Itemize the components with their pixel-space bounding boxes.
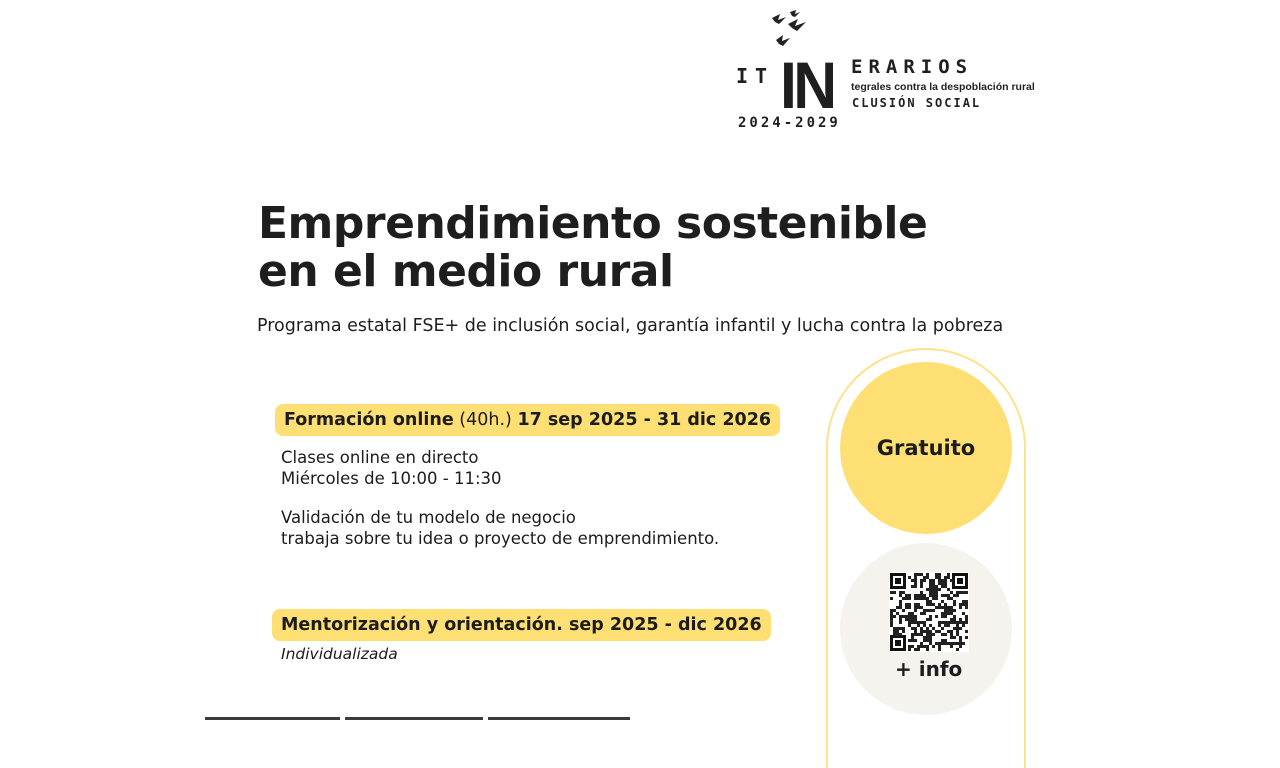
schedule-line: Clases online en directo <box>281 448 479 467</box>
description-line: Validación de tu modelo de negocio <box>281 508 576 527</box>
free-badge: Gratuito <box>840 362 1012 534</box>
logo-text-it: IT <box>736 64 775 88</box>
training-highlight <box>275 404 780 436</box>
training-description <box>281 507 719 549</box>
title-line-1: Emprendimiento sostenible <box>258 198 928 249</box>
program-subtitle: Programa estatal FSE+ de inclusión social, garantía infantil y lucha contra la pobreza <box>257 316 1004 336</box>
mentoring-label: Mentorización y orientación. sep 2025 - dic 2026 <box>281 615 762 635</box>
more-info-link[interactable]: + info <box>895 657 963 681</box>
logo-years: 2024-2029 <box>738 115 841 131</box>
training-dates: 17 sep 2025 - 31 dic 2026 <box>517 410 772 430</box>
training-label: Formación online <box>284 410 454 430</box>
description-line: trabaja sobre tu idea o proyecto de emprendimiento. <box>281 529 720 548</box>
itinerarios-logo <box>730 10 1060 140</box>
logo-text-in: IN <box>780 48 834 122</box>
mentoring-note: Individualizada <box>281 645 398 663</box>
training-hours: (40h.) <box>459 410 512 430</box>
logo-text-tegrales: tegrales contra la despoblación rural <box>851 81 1035 93</box>
training-schedule <box>281 447 502 489</box>
schedule-line: Miércoles de 10:00 - 11:30 <box>281 469 502 488</box>
logo-text-clusion: CLUSIÓN SOCIAL <box>852 96 982 110</box>
page-title <box>258 200 927 296</box>
logo-text-erarios: ERARIOS <box>851 56 974 78</box>
qr-code-icon[interactable] <box>889 572 969 652</box>
mentoring-highlight <box>272 609 771 641</box>
title-line-2: en el medio rural <box>258 246 674 297</box>
